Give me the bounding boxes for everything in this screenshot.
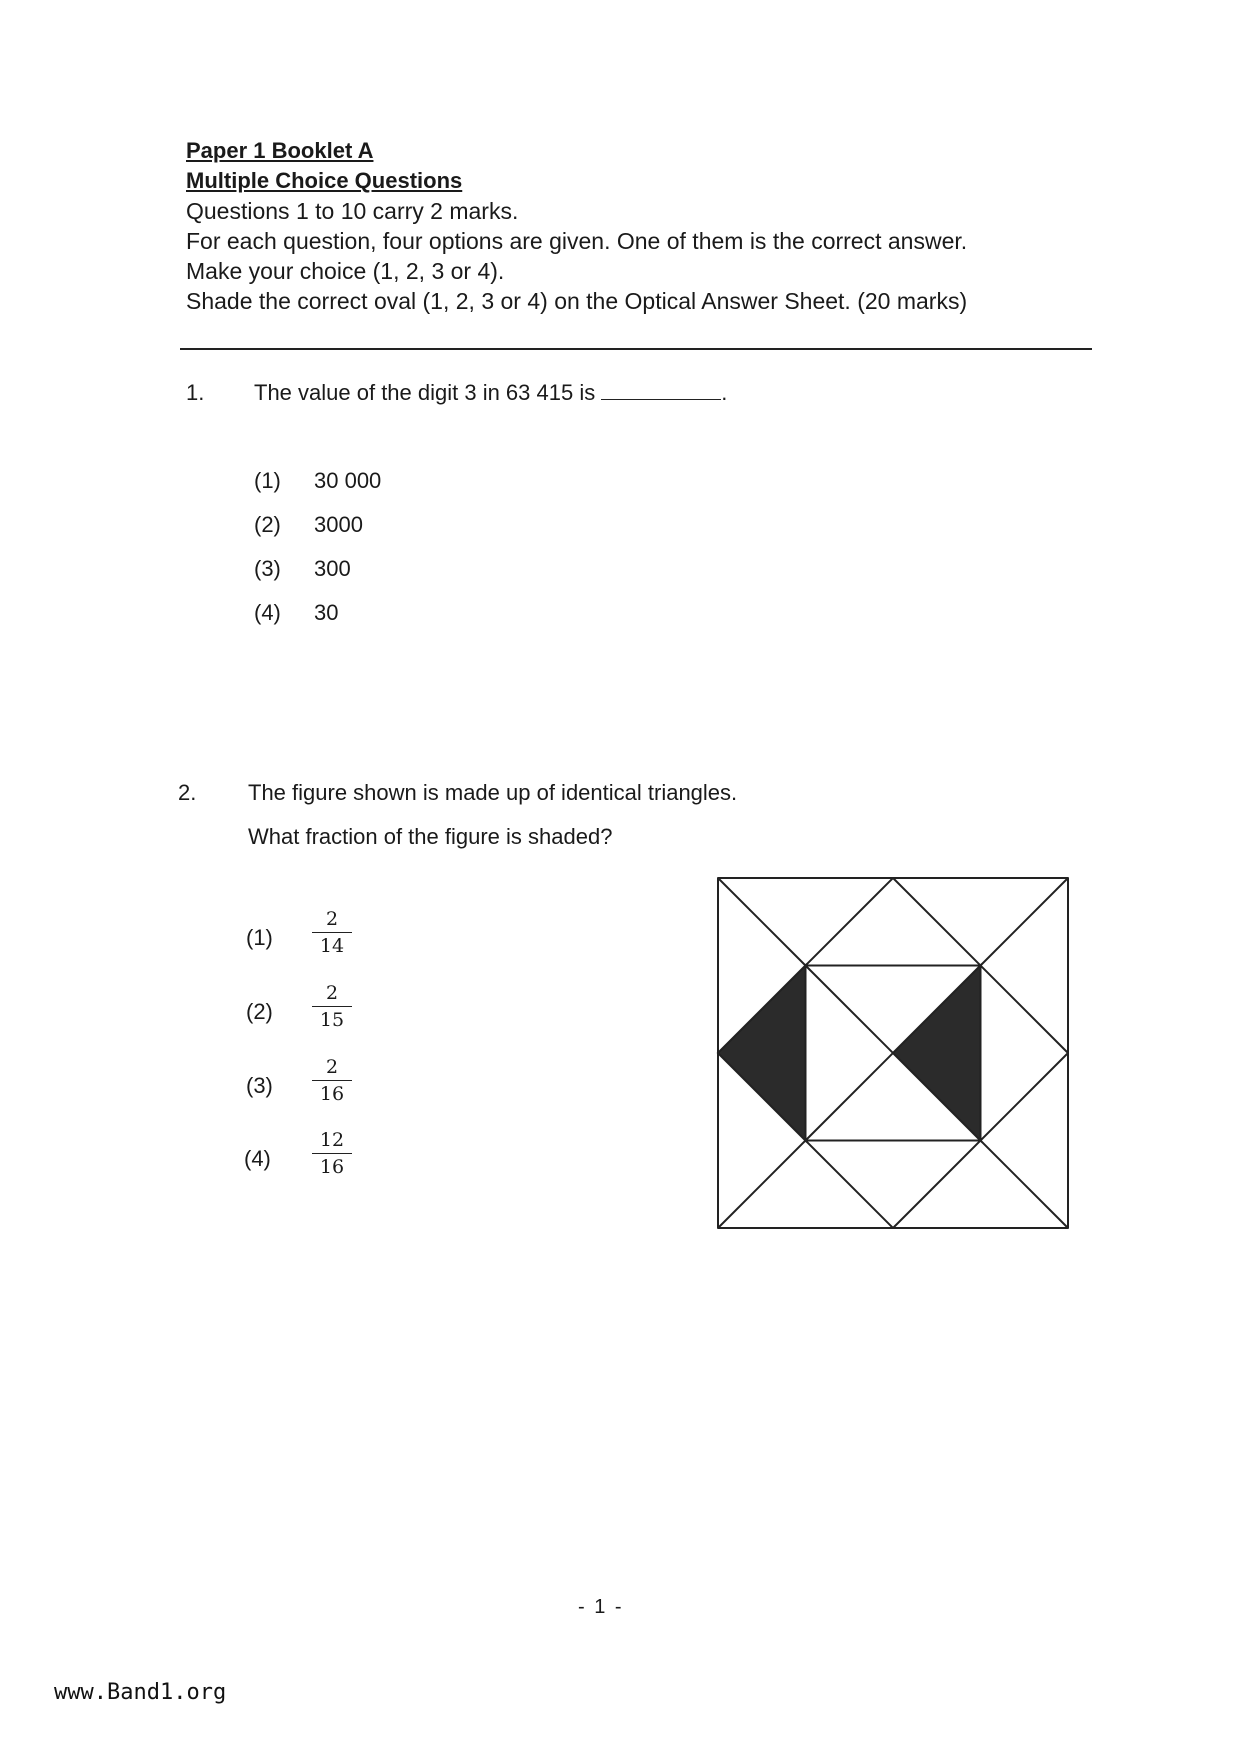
question-2-line-1: The figure shown is made up of identical triangles. [248,780,738,805]
q1-option-3-value: 300 [314,556,351,581]
question-1-stem: The value of the digit 3 in 63 415 is [254,380,596,405]
q1-option-4 [254,600,338,626]
q2-option-2-numerator: 2 [312,980,352,1007]
triangle-figure [716,876,1070,1230]
q2-option-3-label: (3) [246,1073,273,1098]
q1-option-4-label: (4) [254,600,281,625]
choice-instruction: Make your choice (1, 2, 3 or 4). [186,258,505,284]
q1-option-2-value: 3000 [314,512,363,537]
question-2-number: 2. [178,780,197,805]
q1-option-3-label: (3) [254,556,281,581]
q2-option-4-fraction [312,1127,352,1180]
q1-option-4-value: 30 [314,600,339,625]
q1-option-2 [254,512,363,538]
q1-option-2-label: (2) [254,512,281,537]
q2-option-3-denominator: 16 [319,1083,345,1105]
q2-option-3-numerator: 2 [312,1054,352,1081]
question-2-line-2: What fraction of the figure is shaded? [248,824,613,849]
q1-option-1 [254,468,381,494]
q2-option-1-label: (1) [246,925,273,950]
page-number: - 1 - [578,1596,624,1618]
question-1-end: . [721,380,728,405]
q1-option-1-value: 30 000 [314,468,382,493]
q2-option-1-fraction [312,906,352,959]
question-1-number: 1. [186,380,205,405]
shaded-triangle-right [893,966,981,1141]
q2-option-2-label: (2) [246,999,273,1024]
marks-instruction: Questions 1 to 10 carry 2 marks. [186,198,519,224]
header-divider [180,348,1092,350]
q2-option-2-denominator: 15 [319,1009,345,1031]
q2-option-4-label: (4) [244,1146,271,1171]
answer-blank [601,381,721,400]
shaded-triangle-left [718,966,806,1141]
q2-option-1-denominator: 14 [319,935,345,957]
options-instruction: For each question, four options are given. One of them is the correct answer. [186,228,968,254]
figure-corner-line-tl [718,878,806,966]
instructions-header [186,136,1086,316]
q2-option-2-fraction [312,980,352,1033]
q1-option-3 [254,556,351,582]
watermark: www.Band1.org [54,1680,227,1705]
question-1-text [254,378,727,408]
section-title: Multiple Choice Questions [186,168,463,193]
q2-option-3-fraction [312,1054,352,1107]
figure-corner-line-br [981,1141,1069,1229]
q2-option-1-numerator: 2 [312,906,352,933]
q1-option-1-label: (1) [254,468,281,493]
shade-instruction: Shade the correct oval (1, 2, 3 or 4) on the Optical Answer Sheet. (20 marks) [186,288,968,314]
q2-option-4-numerator: 12 [312,1127,352,1154]
booklet-title: Paper 1 Booklet A [186,138,374,163]
q2-option-4-denominator: 16 [319,1156,345,1178]
figure-corner-line-bl [718,1141,806,1229]
figure-corner-line-tr [981,878,1069,966]
